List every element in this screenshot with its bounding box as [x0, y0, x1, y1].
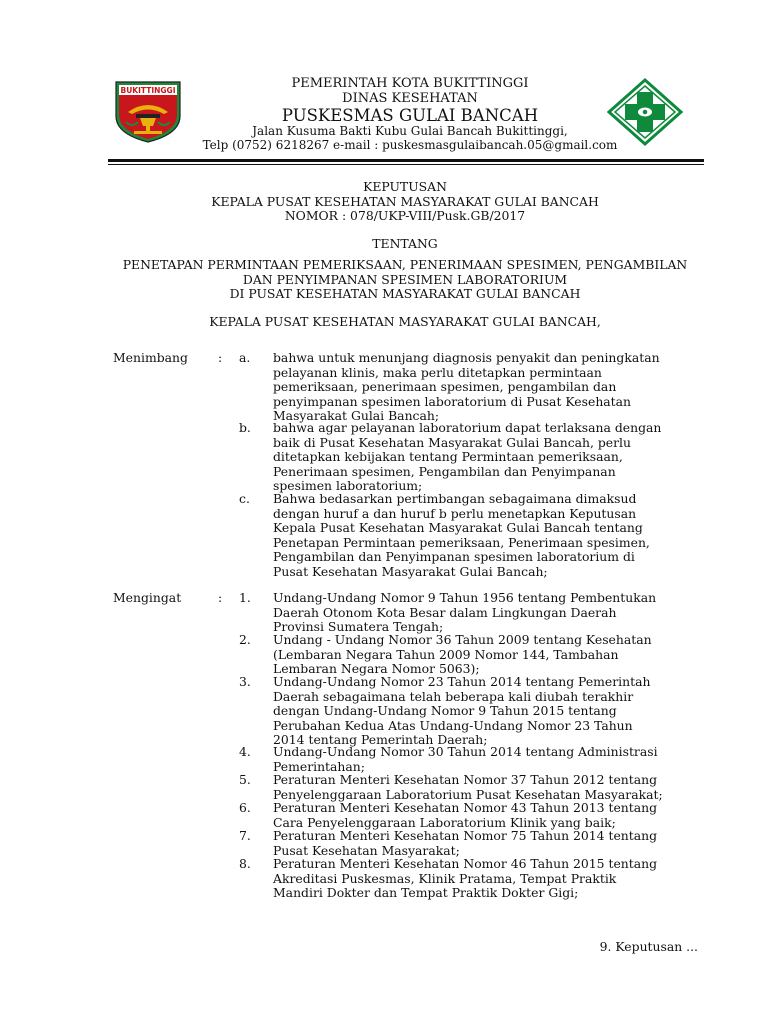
mengingat-item-mark: 5.: [239, 772, 251, 787]
text-line: Peraturan Menteri Kesehatan Nomor 75 Tahun 2014 tentang: [273, 828, 658, 843]
text-line: Penetapan Permintaan pemeriksaan, Penerimaan spesimen,: [273, 534, 650, 550]
letterhead-address: Jalan Kusuma Bakti Kubu Gulai Bancah Bukittinggi,: [252, 124, 568, 138]
text-line: Undang-Undang Nomor 30 Tahun 2014 tentang Administrasi: [273, 744, 658, 759]
mengingat-colon: :: [218, 590, 223, 605]
text-line: Pemerintahan;: [273, 758, 365, 774]
mengingat-item-7: [273, 829, 696, 858]
decree-authority: KEPALA PUSAT KESEHATAN MASYARAKAT GULAI BANCAH: [211, 193, 599, 209]
text-line: Pusat Kesehatan Masyarakat Gulai Bancah;: [273, 563, 548, 579]
text-line: Pusat Kesehatan Masyarakat;: [273, 842, 460, 858]
menimbang-colon: :: [218, 350, 223, 365]
mengingat-item-3: [273, 675, 696, 748]
text-line: Penyelenggaraan Laboratorium Pusat Kesehatan Masyarakat;: [273, 786, 663, 802]
menimbang-item-c: [273, 492, 696, 579]
mengingat-item-2: [273, 633, 696, 677]
text-line: Peraturan Menteri Kesehatan Nomor 37 Tahun 2012 tentang: [273, 772, 658, 787]
text-line: spesimen laboratorium;: [273, 478, 423, 493]
mengingat-item-mark: 3.: [239, 674, 251, 689]
mengingat-label: Mengingat: [113, 590, 182, 605]
puskesmas-logo: [607, 78, 683, 146]
decree-heading: KEPUTUSAN: [363, 179, 447, 194]
letterhead-institution: PUSKESMAS GULAI BANCAH: [281, 106, 539, 125]
text-line: Masyarakat Gulai Bancah;: [273, 408, 440, 423]
mengingat-item-8: [273, 857, 696, 901]
menimbang-item-mark: b.: [239, 420, 251, 435]
decree-subject: [100, 258, 710, 302]
text-line: bahwa untuk menunjang diagnosis penyakit dan peningkatan: [273, 350, 660, 365]
decree-subject-line: PENETAPAN PERMINTAAN PEMERIKSAAN, PENERIMAAN SPESIMEN, PENGAMBILAN: [122, 257, 688, 272]
text-line: Undang-Undang Nomor 9 Tahun 1956 tentang Pembentukan: [273, 590, 657, 605]
letterhead-department: DINAS KESEHATAN: [342, 91, 478, 106]
text-line: Daerah sebagaimana telah beberapa kali diubah terakhir: [273, 688, 634, 704]
letterhead: [0, 0, 768, 168]
bukittinggi-crest-logo: [110, 78, 186, 144]
text-line: 2014 tentang Pemerintah Daerah;: [273, 732, 488, 747]
letterhead-divider-thin: [108, 164, 704, 165]
menimbang-label: Menimbang: [113, 350, 188, 365]
mengingat-item-4: [273, 745, 696, 774]
decree-subject-line: DAN PENYIMPANAN SPESIMEN LABORATORIUM: [242, 271, 568, 287]
tentang-label: TENTANG: [372, 236, 438, 251]
letterhead-text: [190, 76, 630, 152]
next-page-catchword: 9. Keputusan ...: [599, 939, 698, 954]
mengingat-item-6: [273, 801, 696, 830]
text-line: pelayanan klinis, maka perlu ditetapkan permintaan: [273, 364, 602, 380]
text-line: Akreditasi Puskesmas, Klinik Pratama, Tempat Praktik: [273, 870, 617, 886]
text-line: Kepala Pusat Kesehatan Masyarakat Gulai Bancah tentang: [273, 520, 643, 535]
text-line: dengan Undang-Undang Nomor 9 Tahun 2015 tentang: [273, 703, 617, 718]
mengingat-item-5: [273, 773, 696, 802]
text-line: Peraturan Menteri Kesehatan Nomor 46 Tahun 2015 tentang: [273, 856, 658, 871]
text-line: Penerimaan spesimen, Pengambilan dan Penyimpanan: [273, 463, 616, 479]
text-line: Lembaran Negara Nomor 5063);: [273, 661, 480, 676]
decree-header: [100, 180, 710, 224]
text-line: Undang - Undang Nomor 36 Tahun 2009 tentang Kesehatan: [273, 632, 652, 647]
decree-subject-line: DI PUSAT KESEHATAN MASYARAKAT GULAI BANCAH: [229, 286, 581, 301]
text-line: Bahwa bedasarkan pertimbangan sebagaimana dimaksud: [273, 491, 637, 506]
issuer-line: KEPALA PUSAT KESEHATAN MASYARAKAT GULAI BANCAH,: [209, 314, 601, 329]
text-line: Undang-Undang Nomor 23 Tahun 2014 tentang Pemerintah: [273, 674, 651, 689]
menimbang-item-b: [273, 421, 696, 494]
text-line: ditetapkan kebijakan tentang Permintaan pemeriksaan,: [273, 449, 623, 464]
text-line: Peraturan Menteri Kesehatan Nomor 43 Tahun 2013 tentang: [273, 800, 658, 815]
text-line: Daerah Otonom Kota Besar dalam Lingkungan Daerah: [273, 604, 617, 620]
text-line: pemeriksaan, penerimaan spesimen, pengambilan dan: [273, 379, 617, 394]
text-line: Perubahan Kedua Atas Undang-Undang Nomor 23 Tahun: [273, 717, 633, 733]
text-line: baik di Pusat Kesehatan Masyarakat Gulai Bancah, perlu: [273, 434, 632, 450]
mengingat-item-mark: 7.: [239, 828, 251, 843]
text-line: Provinsi Sumatera Tengah;: [273, 619, 444, 634]
mengingat-item-mark: 6.: [239, 800, 251, 815]
menimbang-item-mark: c.: [239, 491, 250, 506]
text-line: Mandiri Dokter dan Tempat Praktik Dokter Gigi;: [273, 885, 579, 900]
mengingat-item-mark: 8.: [239, 856, 251, 871]
text-line: dengan huruf a dan huruf b perlu menetapkan Keputusan: [273, 505, 637, 521]
text-line: penyimpanan spesimen laboratorium di Pusat Kesehatan: [273, 393, 632, 409]
letterhead-government: PEMERINTAH KOTA BUKITTINGGI: [291, 76, 529, 91]
menimbang-item-a: [273, 351, 696, 424]
mengingat-item-mark: 1.: [239, 590, 251, 605]
text-line: bahwa agar pelayanan laboratorium dapat terlaksana dengan: [273, 420, 662, 435]
letterhead-contact: Telp (0752) 6218267 e-mail : puskesmasgulaibancah.05@gmail.com: [202, 137, 618, 152]
letterhead-divider-thick: [108, 159, 704, 162]
mengingat-item-mark: 4.: [239, 744, 251, 759]
decree-number: NOMOR : 078/UKP-VIII/Pusk.GB/2017: [284, 208, 526, 223]
crest-text: BUKITTINGGI: [120, 86, 176, 95]
mengingat-item-1: [273, 591, 696, 635]
text-line: (Lembaran Negara Tahun 2009 Nomor 144, Tambahan: [273, 646, 619, 662]
text-line: Pengambilan dan Penyimpanan spesimen laboratorium di: [273, 549, 635, 564]
mengingat-item-mark: 2.: [239, 632, 251, 647]
text-line: Cara Penyelenggaraan Laboratorium Klinik yang baik;: [273, 814, 616, 830]
menimbang-item-mark: a.: [239, 350, 251, 365]
